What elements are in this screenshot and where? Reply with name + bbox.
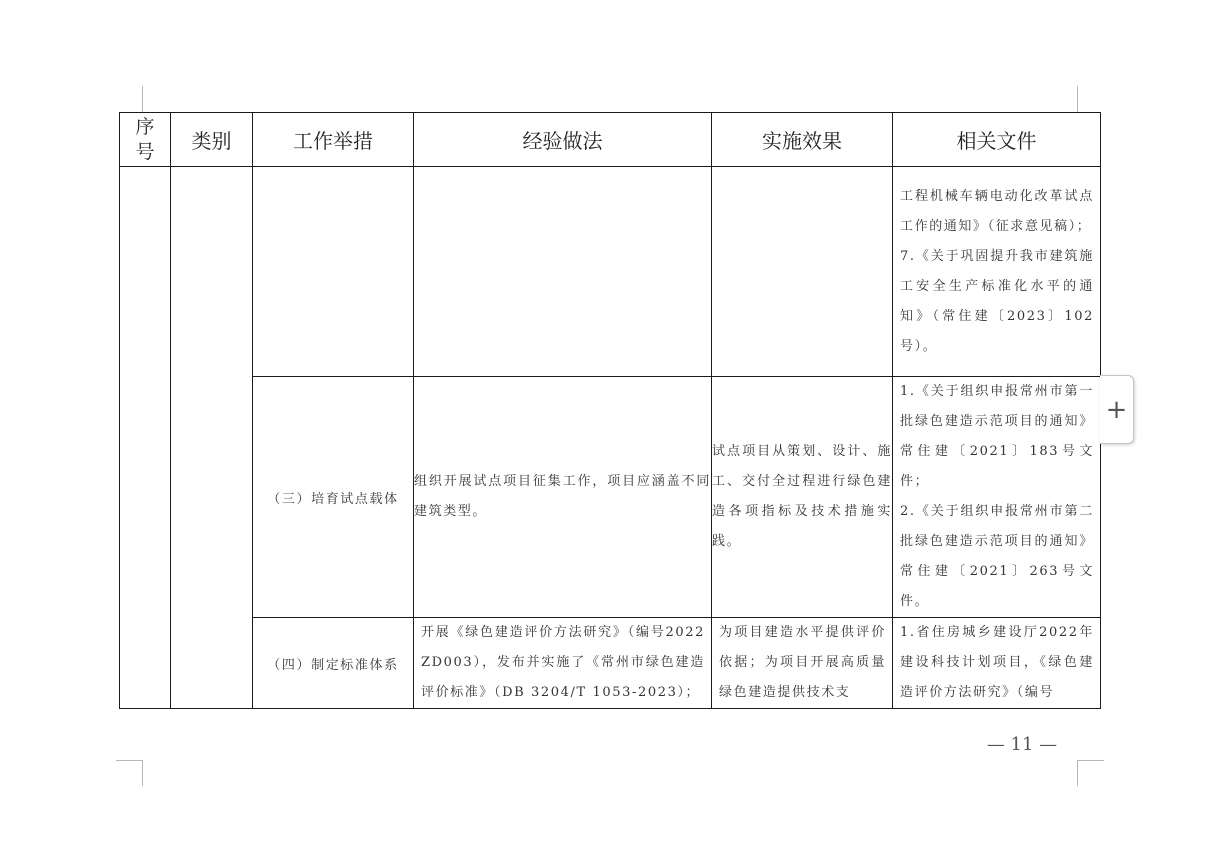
measure-cell: （三）培育试点载体 (253, 377, 414, 618)
crop-mark (116, 760, 143, 761)
docs-cell (893, 167, 1101, 377)
practice-cell: 组织开展试点项目征集工作，项目应涵盖不同建筑类型。 (414, 377, 712, 618)
header-docs: 相关文件 (893, 113, 1101, 167)
effect-cell (712, 167, 893, 377)
table-row (120, 377, 1101, 618)
side-add-tab[interactable] (1100, 375, 1134, 444)
category-cell (171, 167, 253, 709)
practice-text: 开展《绿色建造评价方法研究》（编号2022ZD003），发布并实施了《常州市绿色建造评价标准》（DB 3204/T 1053-2023）； (421, 625, 705, 700)
docs-text: 工程机械车辆电动化改革试点工作的通知》（征求意见稿）； 7.《关于巩固提升我市建筑施工安全生产标准化水平的通知》（常住建〔2023〕102号）。 (900, 188, 1094, 354)
table-row (120, 618, 1101, 709)
crop-mark (1077, 86, 1078, 113)
header-measure: 工作举措 (253, 113, 414, 167)
header-category: 类别 (171, 113, 253, 167)
crop-mark (1077, 760, 1104, 761)
crop-mark (142, 86, 143, 113)
page-number: — 11 — (986, 734, 1058, 755)
header-effect: 实施效果 (712, 113, 893, 167)
effect-cell (712, 618, 893, 709)
docs-text: 1.省住房城乡建设厅2022年建设科技计划项目，《绿色建造评价方法研究》（编号 (900, 625, 1094, 700)
measure-cell: （四）制定标准体系 (253, 618, 414, 709)
crop-mark (142, 760, 143, 786)
effect-cell: 试点项目从策划、设计、施工、交付全过程进行绿色建造各项指标及技术措施实践。 (712, 377, 893, 618)
measure-cell (253, 167, 414, 377)
header-seq: 序号 (120, 113, 171, 167)
plus-icon[interactable]: + (1105, 394, 1128, 425)
docs-cell (893, 377, 1101, 618)
document-table (119, 112, 1101, 709)
effect-text: 为项目建造水平提供评价依据；为项目开展高质量绿色建造提供技术支 (719, 625, 886, 700)
seq-cell (120, 167, 171, 709)
practice-cell (414, 167, 712, 377)
crop-mark (1077, 760, 1078, 786)
table-header-row (120, 113, 1101, 167)
docs-cell (893, 618, 1101, 709)
header-practice: 经验做法 (414, 113, 712, 167)
table-row (120, 167, 1101, 377)
practice-cell (414, 618, 712, 709)
docs-text: 1.《关于组织申报常州市第一批绿色建造示范项目的通知》 常住建〔2021〕183号文件； 2.《关于组织申报常州市第二批绿色建造示范项目的通知》 常住建〔2021〕263号文件。 (900, 384, 1094, 609)
